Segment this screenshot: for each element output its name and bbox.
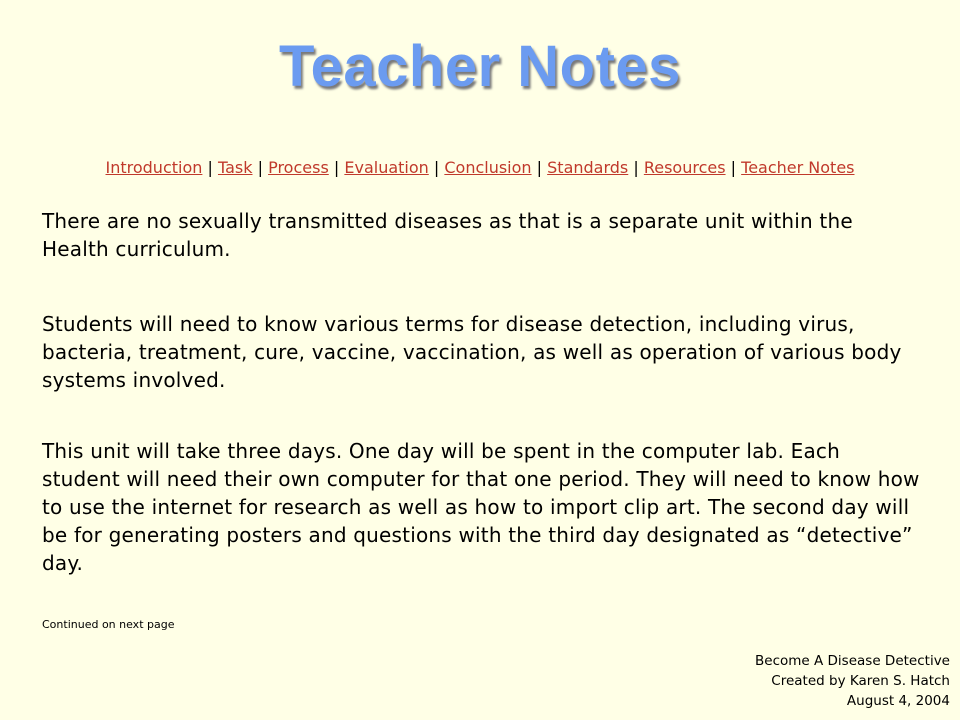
footer-project-title: Become A Disease Detective [755,653,950,669]
continued-note: Continued on next page [42,618,175,631]
nav-link-teacher-notes[interactable]: Teacher Notes [741,158,855,177]
nav-link-standards[interactable]: Standards [547,158,629,177]
paragraph-terms: Students will need to know various terms for disease detection, including virus, bacteria, treatment, cure, vaccine, vaccination, as well as operation of various body systems involved. [42,312,902,392]
nav-link-resources[interactable]: Resources [643,158,726,177]
nav-separator: | [633,158,639,177]
nav-separator: | [433,158,440,177]
nav-bar [0,157,960,179]
nav-separator: | [257,158,263,177]
nav-link-evaluation[interactable]: Evaluation [344,158,429,177]
nav-link-conclusion[interactable]: Conclusion [444,158,532,177]
nav-link-task[interactable]: Task [217,158,253,177]
nav-separator: | [730,158,737,177]
footer-date: August 4, 2004 [846,693,950,709]
nav-link-process[interactable]: Process [268,158,329,177]
nav-separator: | [207,158,213,177]
footer-author: Created by Karen S. Hatch [771,673,950,689]
paragraph-std-note: There are no sexually transmitted diseases as that is a separate unit within the Health curriculum. [42,209,853,261]
page-title: Teacher Notes [279,34,681,99]
footer-credits [755,651,950,711]
paragraph-schedule: This unit will take three days. One day will be spent in the computer lab. Each student will need their own computer for that one period. They will need to know how to use the internet for research as well as how to import clip art. The second day will be for generating posters and questions with the third day designated as “detective” day. [42,439,920,575]
nav-separator: | [536,158,543,177]
nav-separator: | [333,158,340,177]
nav-link-introduction[interactable]: Introduction [105,158,203,177]
